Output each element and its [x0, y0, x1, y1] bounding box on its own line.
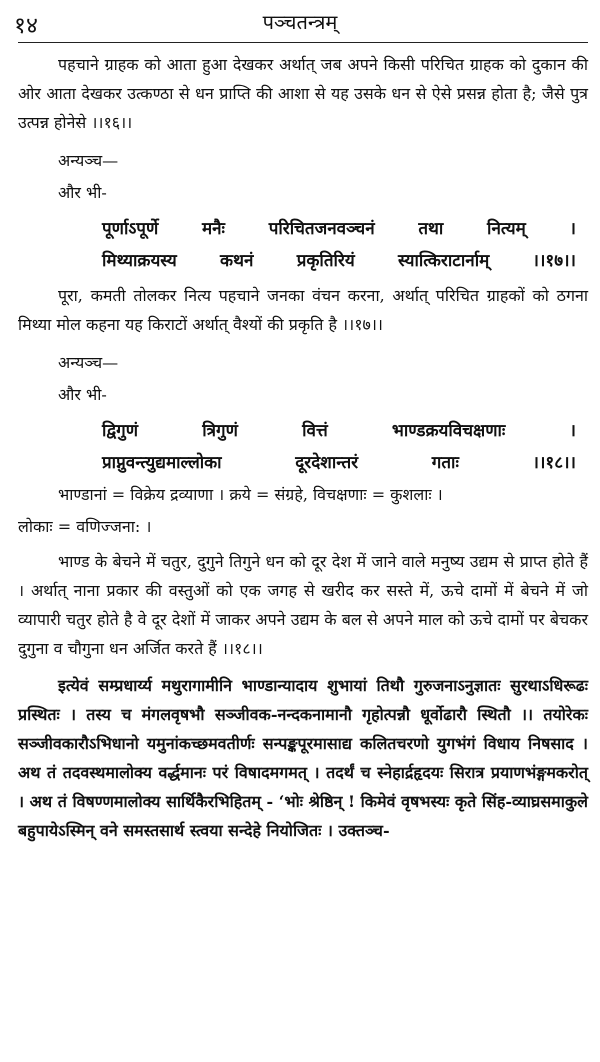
page-header [0, 8, 600, 42]
gloss-line: भाण्डानां = विक्रेय द्रव्याणा । क्रये = संग्रहे, विचक्षणाः = कुशलाः । [58, 485, 443, 504]
page-body [18, 50, 588, 845]
verse-17 [102, 213, 576, 277]
label-aur-bhi: और भी- [58, 385, 107, 404]
gloss-line: लोकाः = वणिज्जना: । [18, 517, 152, 536]
verse-18 [102, 415, 576, 479]
paragraph-sanskrit-prose: इत्येवं सम्प्रधार्य्य मथुरागामीनि भाण्डान्यादाय शुभायां तिथौ गुरुजनाऽनुज्ञातः सुरथाऽधिरूढः प्रस्थितः । तस्य च मंगलवृषभौ सञ्जीवक-नन्दकनामानौ गृहोत्पन्नौ धूर्वोढारौ स्थितौ ।। तयोरेकः सञ्जीवकारौऽभिधानो यमुनांकच्छमवतीर्णः सन्पङ्कपूरमासाद्य कलितचरणो युगभंगं विधाय निषसाद । अथ तं तदवस्थमालोक्य वर्द्धमानः परं विषादमगमत् । तदर्थं च स्नेहार्द्रहृदयः सिरात्र प्रयाणभंङ्गमकरोत् । अथ तं विषण्णमालोक्य सार्थिकैरभिहितम् - ‘भोः श्रेष्ठिन् ! किमेवं वृषभस्यः कृते सिंह-व्याघ्रसमाकुले बहुपायेऽस्मिन् वने समस्तसार्थ स्त्वया सन्देहे नियोजितः । उक्तञ्च- [18, 676, 588, 840]
label-aur-bhi: और भी- [58, 183, 107, 202]
paragraph-commentary-16: पहचाने ग्राहक को आता हुआ देखकर अर्थात् जब अपने किसी परिचित ग्राहक को दुकान की ओर आता देखकर उत्कण्ठा से धन प्राप्ति की आशा से यह उसके धन से ऐसे प्रसन्न होता है; जैसे पुत्र उत्पन्न होनेसे ।।१६।। [18, 55, 588, 132]
paragraph-commentary-17: पूरा, कमती तोलकर नित्य पहचाने जनका वंचन करना, अर्थात् परिचित ग्राहकों को ठगना मिथ्या मोल कहना यह किराटों अर्थात् वैश्यों की प्रकृति है ।।१७।। [18, 286, 588, 334]
verse-line: मिथ्याक्रयस्य कथनं प्रकृतिरियं स्यात्किराटार्नाम् ।।१७।। [102, 251, 576, 271]
word-gloss [18, 479, 588, 543]
paragraph-commentary-18: भाण्ड के बेचने में चतुर, दुगुने तिगुने धन को दूर देश में जाने वाले मनुष्य उद्यम से प्राप्त होते हैं । अर्थात् नाना प्रकार की वस्तुओं को एक जगह से खरीद कर सस्ते में, ऊचे दामों में बेचने में जो व्यापारी चतुर होते है वे दूर देशों में जाकर अपने उद्यम के बल से अपने माल को ऊचे दामों पर बेचकर दुगुना व चौगुना धन अर्जित करते हैं ।।१८।। [18, 552, 588, 658]
verse-line: द्विगुणं त्रिगुणं वित्तं भाण्डक्रयविचक्षणाः । [102, 421, 576, 441]
label-anyat: अन्यञ्च— [58, 151, 119, 170]
verse-line: प्राप्नुवन्त्युद्यमाल्लोका दूरदेशान्तरं गताः ।।१८।। [102, 453, 576, 473]
book-title: पञ्चतन्त्रम् [262, 10, 338, 34]
page-number: १४ [14, 13, 38, 39]
label-anyat: अन्यञ्च— [58, 353, 119, 372]
header-rule [18, 42, 588, 43]
verse-line: पूर्णाऽपूर्णे मनैः परिचितजनवञ्चनं तथा नित्यम् । [102, 219, 576, 239]
